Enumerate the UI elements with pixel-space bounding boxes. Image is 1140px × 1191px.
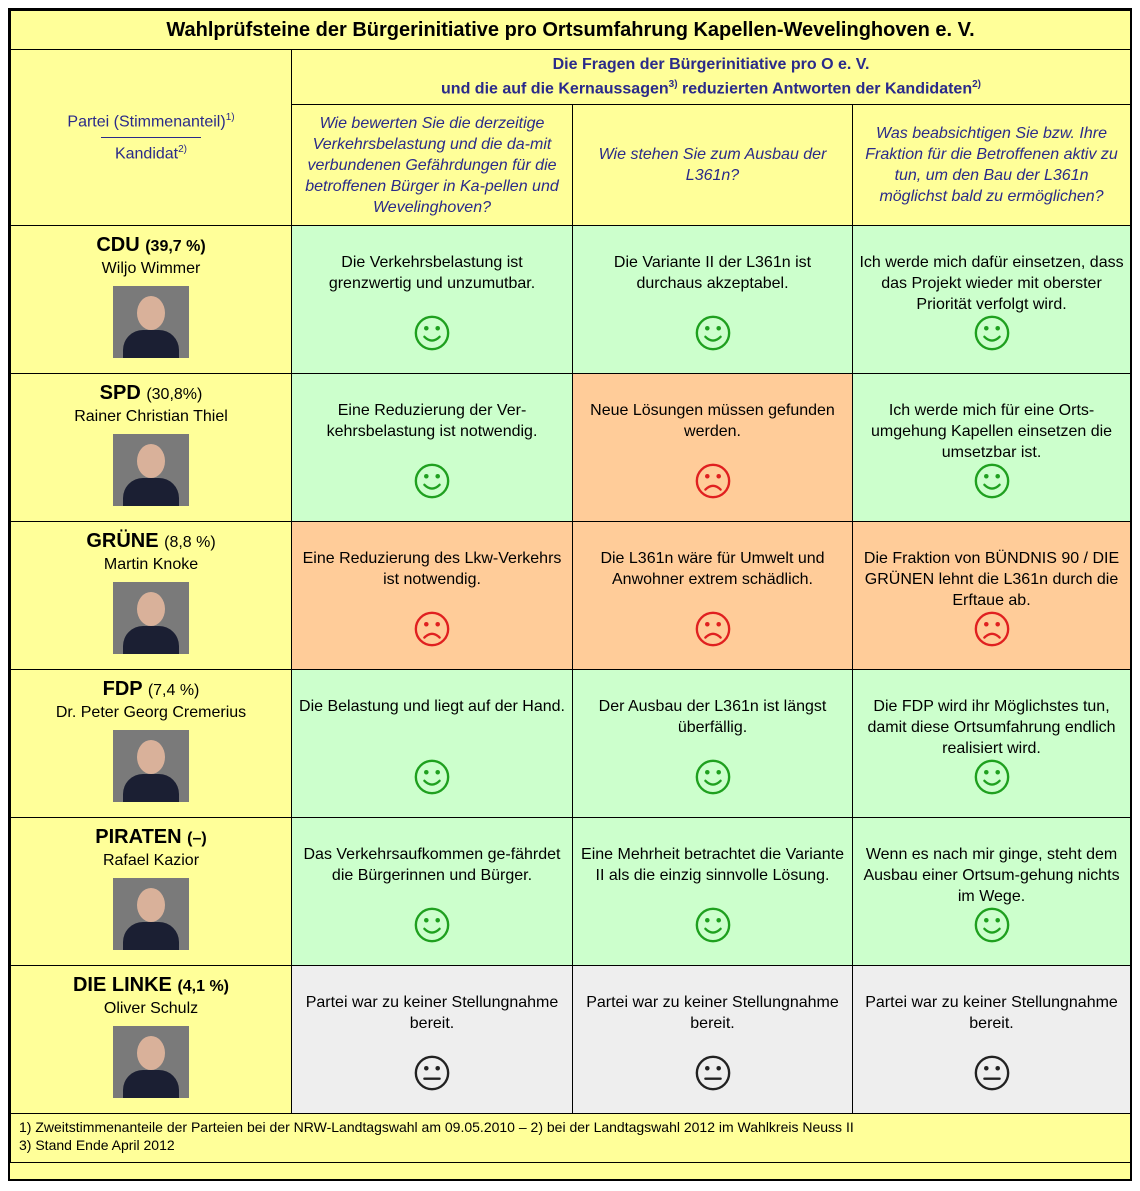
happy-face-icon — [973, 462, 1011, 500]
party-name: CDU — [96, 234, 140, 256]
answer-text: Die Belastung und liegt auf der Hand. — [299, 698, 565, 715]
neutral-face-icon — [694, 1054, 732, 1092]
candidate-photo-head — [137, 444, 165, 478]
candidate-photo-suit — [123, 330, 179, 358]
party-heading — [11, 678, 291, 701]
sad-face-icon — [413, 610, 451, 648]
answer-cell — [573, 966, 853, 1114]
answer-cell — [292, 522, 573, 670]
party-share: (30,8%) — [146, 386, 203, 403]
question-1: Wie bewerten Sie die derzeitige Verkehrsbelastung und die da-mit verbundenen Gefährdungen für die betroffenen Bürger in Ka-pellen und Wevelinghoven? — [292, 105, 573, 226]
questions-header-footnote-3: 3) — [668, 78, 678, 90]
questions-header-line1: Die Fragen der Bürgerinitiative pro O e. V. — [552, 55, 870, 73]
questions-header-line2-b: reduzierten Antworten der Kandidaten — [677, 80, 973, 98]
candidate-photo-head — [137, 888, 165, 922]
party-label: Partei (Stimmenanteil) — [67, 113, 226, 130]
answer-text: Die FDP wird ihr Möglichstes tun, damit diese Ortsumfahrung endlich realisiert wird. — [867, 698, 1116, 757]
candidate-cell — [11, 966, 292, 1114]
answer-text: Eine Reduzierung des Lkw-Verkehrs ist notwendig. — [302, 550, 562, 588]
candidate-cell — [11, 374, 292, 522]
questions-header-footnote-2: 2) — [972, 78, 981, 90]
party-name: FDP — [102, 678, 143, 700]
answer-text: Die Verkehrsbelastung ist grenzwertig und unzumutbar. — [328, 254, 536, 292]
party-candidate-header — [11, 50, 292, 226]
answer-text: Ich werde mich für eine Orts-umgehung Kapellen einsetzen die umsetzbar ist. — [870, 402, 1113, 461]
party-share: (–) — [187, 830, 207, 847]
happy-face-icon — [413, 462, 451, 500]
answer-cell — [292, 226, 573, 374]
answer-cell — [853, 522, 1131, 670]
sad-face-icon — [694, 610, 732, 648]
answer-cell — [573, 226, 853, 374]
answer-text: Partei war zu keiner Stellungnahme bereit. — [865, 994, 1118, 1032]
footnotes — [11, 1114, 1131, 1163]
candidate-photo-head — [137, 592, 165, 626]
answer-text: Der Ausbau der L361n ist längst überfällig. — [598, 698, 827, 736]
answer-cell — [853, 226, 1131, 374]
candidate-photo-head — [137, 740, 165, 774]
party-heading — [11, 530, 291, 553]
answer-text: Die Variante II der L361n ist durchaus akzeptabel. — [613, 254, 812, 292]
party-heading — [11, 382, 291, 405]
happy-face-icon — [694, 314, 732, 352]
election-table — [10, 10, 1131, 1163]
candidate-name: Rainer Christian Thiel — [74, 408, 228, 425]
candidate-photo-suit — [123, 922, 179, 950]
happy-face-icon — [973, 314, 1011, 352]
candidate-name: Oliver Schulz — [103, 1000, 199, 1017]
party-name: DIE LINKE — [72, 974, 172, 996]
candidate-name: Wiljo Wimmer — [101, 260, 201, 277]
candidate-photo-suit — [123, 774, 179, 802]
party-heading — [11, 826, 291, 849]
candidate-cell — [11, 226, 292, 374]
party-heading — [11, 974, 291, 997]
answer-cell — [292, 966, 573, 1114]
sad-face-icon — [973, 610, 1011, 648]
happy-face-icon — [694, 758, 732, 796]
table-row-2 — [11, 374, 1131, 522]
answer-cell — [292, 374, 573, 522]
happy-face-icon — [973, 906, 1011, 944]
question-3: Was beabsichtigen Sie bzw. Ihre Fraktion für die Betroffenen aktiv zu tun, um den Bau der L361n möglichst bald zu ermöglichen? — [853, 105, 1131, 226]
answer-cell — [292, 818, 573, 966]
table-row-1 — [11, 226, 1131, 374]
party-label-footnote: 1) — [225, 111, 235, 123]
answer-text: Die L361n wäre für Umwelt und Anwohner extrem schädlich. — [600, 550, 825, 588]
party-share: (39,7 %) — [145, 238, 206, 255]
happy-face-icon — [413, 758, 451, 796]
answer-cell — [853, 374, 1131, 522]
answer-text: Eine Reduzierung der Ver-kehrsbelastung ist notwendig. — [326, 402, 538, 440]
question-2: Wie stehen Sie zum Ausbau der L361n? — [573, 105, 853, 226]
questions-header — [292, 50, 1131, 105]
questions-header-line2 — [292, 75, 1130, 99]
answer-cell — [573, 670, 853, 818]
candidate-label: Kandidat — [114, 145, 179, 163]
answer-cell — [853, 818, 1131, 966]
answer-cell — [573, 374, 853, 522]
table-row-3 — [11, 522, 1131, 670]
questions-header-line2-a: und die auf die Kernaussagen — [441, 80, 669, 98]
answer-text: Partei war zu keiner Stellungnahme bereit. — [586, 994, 839, 1032]
answer-cell — [853, 966, 1131, 1114]
sad-face-icon — [694, 462, 732, 500]
candidate-rows — [11, 226, 1131, 1114]
party-share: (4,1 %) — [177, 978, 230, 995]
candidate-photo — [113, 286, 189, 358]
party-name: GRÜNE — [86, 530, 159, 552]
answer-text: Die Fraktion von BÜNDNIS 90 / DIE GRÜNEN lehnt die L361n durch die Erftaue ab. — [863, 550, 1120, 609]
header-divider — [101, 137, 201, 138]
candidate-name: Dr. Peter Georg Cremerius — [55, 704, 247, 721]
candidate-photo — [113, 878, 189, 950]
candidate-cell — [11, 818, 292, 966]
candidate-photo-head — [137, 296, 165, 330]
answer-cell — [573, 522, 853, 670]
candidate-photo — [113, 730, 189, 802]
candidate-name: Rafael Kazior — [102, 852, 200, 869]
happy-face-icon — [413, 314, 451, 352]
answer-text: Eine Mehrheit betrachtet die Variante II als die einzig sinnvolle Lösung. — [581, 846, 844, 884]
candidate-photo-suit — [123, 626, 179, 654]
party-name: SPD — [99, 382, 141, 404]
answer-cell — [292, 670, 573, 818]
candidate-photo-suit — [123, 1070, 179, 1098]
candidate-photo-suit — [123, 478, 179, 506]
election-table-sheet — [8, 8, 1132, 1181]
footnote-2: 3) Stand Ende April 2012 — [19, 1137, 175, 1153]
party-heading — [11, 234, 291, 257]
party-name: PIRATEN — [95, 826, 182, 848]
happy-face-icon — [694, 906, 732, 944]
answer-text: Partei war zu keiner Stellungnahme bereit. — [305, 994, 559, 1032]
candidate-photo — [113, 434, 189, 506]
happy-face-icon — [413, 906, 451, 944]
party-share: (8,8 %) — [164, 534, 216, 551]
neutral-face-icon — [413, 1054, 451, 1092]
candidate-photo-head — [137, 1036, 165, 1070]
candidate-photo — [113, 1026, 189, 1098]
candidate-label-footnote: 2) — [178, 144, 188, 155]
footnote-1: 1) Zweitstimmenanteile der Parteien bei der NRW-Landtagswahl am 09.05.2010 – 2) bei der Landtagswahl 2012 im Wahlkreis Neuss II — [19, 1119, 854, 1135]
neutral-face-icon — [973, 1054, 1011, 1092]
table-row-6 — [11, 966, 1131, 1114]
answer-text: Neue Lösungen müssen gefunden werden. — [590, 402, 835, 440]
party-share: (7,4 %) — [147, 682, 200, 699]
candidate-cell — [11, 670, 292, 818]
candidate-cell — [11, 522, 292, 670]
answer-text: Wenn es nach mir ginge, steht dem Ausbau einer Ortsum-gehung nichts im Wege. — [863, 846, 1120, 905]
table-title: Wahlprüfsteine der Bürgerinitiative pro Ortsumfahrung Kapellen-Wevelinghoven e. V. — [11, 11, 1131, 50]
table-row-5 — [11, 818, 1131, 966]
happy-face-icon — [973, 758, 1011, 796]
answer-text: Das Verkehrsaufkommen ge-fährdet die Bürgerinnen und Bürger. — [303, 846, 561, 884]
answer-cell — [573, 818, 853, 966]
candidate-photo — [113, 582, 189, 654]
answer-cell — [853, 670, 1131, 818]
answer-text: Ich werde mich dafür einsetzen, dass das Projekt wieder mit oberster Priorität verfolgt wird. — [859, 254, 1124, 313]
table-row-4 — [11, 670, 1131, 818]
candidate-name: Martin Knoke — [103, 556, 199, 573]
